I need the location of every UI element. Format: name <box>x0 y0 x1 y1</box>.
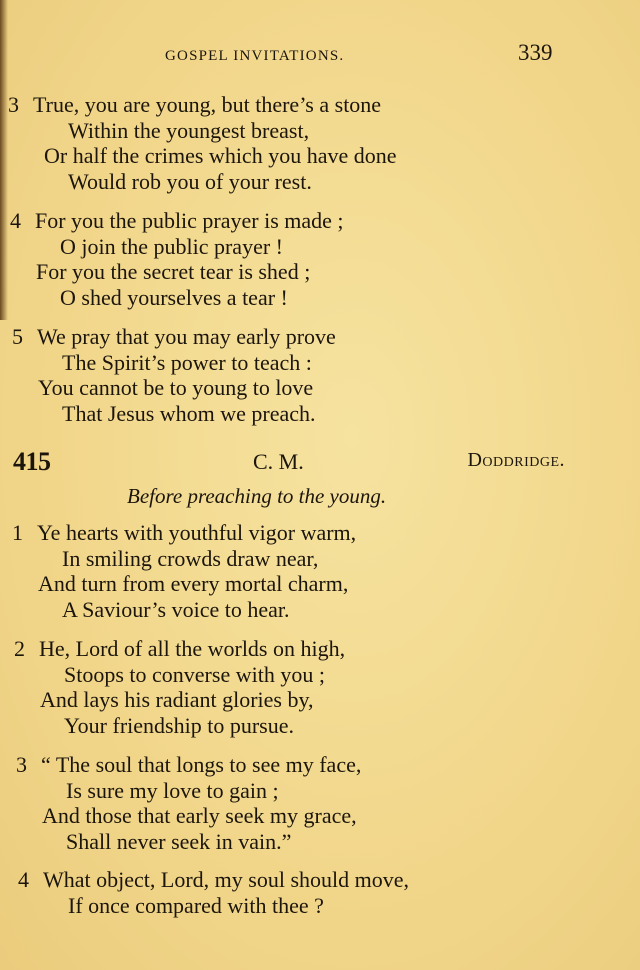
stanza-number: 4 <box>10 208 21 233</box>
stanza-line: The Spirit’s power to teach : <box>62 349 312 375</box>
stanza-line <box>12 324 336 350</box>
stanza-line <box>14 636 345 662</box>
hymn-stanza-2 <box>14 636 345 738</box>
stanza-number: 4 <box>18 867 29 892</box>
stanza-line: And turn from every mortal charm, <box>38 571 349 596</box>
stanza-line-text: He, Lord of all the worlds on high, <box>39 636 346 661</box>
prev-hymn-stanza-4 <box>10 208 344 310</box>
stanza-line: If once compared with thee ? <box>68 892 324 918</box>
stanza-line: And lays his radiant glories by, <box>40 687 314 712</box>
stanza-number: 3 <box>8 92 19 117</box>
stanza-line <box>16 752 361 778</box>
stanza-line: Or half the crimes which you have done <box>44 143 397 168</box>
hymn-stanza-4 <box>18 867 409 918</box>
stanza-line-text: What object, Lord, my soul should move, <box>43 867 409 892</box>
hymn-stanza-1 <box>12 520 356 622</box>
page-gutter-shadow <box>0 0 8 320</box>
stanza-line: Within the youngest breast, <box>68 117 310 143</box>
stanza-line: O join the public prayer ! <box>60 233 283 259</box>
prev-hymn-stanza-3 <box>8 92 397 194</box>
stanza-line <box>12 520 356 546</box>
stanza-line-text: For you the public prayer is made ; <box>35 208 344 233</box>
hymn-number: 415 <box>13 447 51 476</box>
hymn-header <box>13 447 565 477</box>
hymn-stanza-3 <box>16 752 361 854</box>
stanza-line: In smiling crowds draw near, <box>62 545 319 571</box>
stanza-number: 3 <box>16 752 27 777</box>
stanza-number: 1 <box>12 520 23 545</box>
stanza-line: And those that early seek my grace, <box>42 803 357 828</box>
stanza-line <box>10 208 344 234</box>
stanza-line: Shall never seek in vain.” <box>66 828 292 854</box>
page-number: 339 <box>518 40 553 65</box>
hymn-author: Doddridge. <box>467 449 565 471</box>
stanza-line: That Jesus whom we preach. <box>62 400 316 426</box>
stanza-line <box>8 92 397 118</box>
stanza-line: Would rob you of your rest. <box>68 168 312 194</box>
stanza-line <box>18 867 409 893</box>
stanza-number: 5 <box>12 324 23 349</box>
stanza-line: For you the secret tear is shed ; <box>36 259 311 284</box>
hymn-meter: C. M. <box>253 449 304 474</box>
hymn-title: Before preaching to the young. <box>127 484 387 508</box>
stanza-line: Your friendship to pursue. <box>64 712 294 738</box>
prev-hymn-stanza-5 <box>12 324 336 426</box>
stanza-line-text: Ye hearts with youthful vigor warm, <box>37 520 357 545</box>
stanza-line-text: True, you are young, but there’s a stone <box>33 92 382 117</box>
stanza-line: A Saviour’s voice to hear. <box>62 596 290 622</box>
running-head: GOSPEL INVITATIONS. <box>165 48 345 64</box>
stanza-line-text: “ The soul that longs to see my face, <box>41 752 362 777</box>
stanza-line: You cannot be to young to love <box>38 375 314 400</box>
stanza-line: Is sure my love to gain ; <box>66 777 279 803</box>
stanza-line: Stoops to converse with you ; <box>64 661 325 687</box>
stanza-line: O shed yourselves a tear ! <box>60 284 288 310</box>
stanza-number: 2 <box>14 636 25 661</box>
stanza-line-text: We pray that you may early prove <box>37 324 336 349</box>
